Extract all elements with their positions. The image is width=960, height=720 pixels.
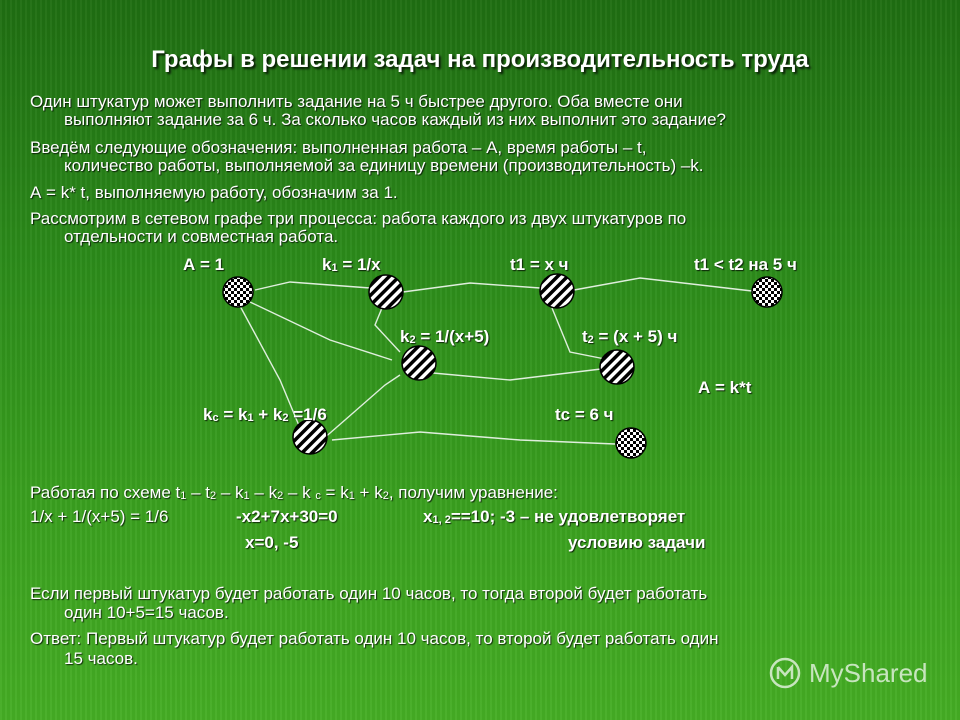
- answer-line-1: Ответ: Первый штукатур будет работать один 10 часов, то второй будет работать один: [30, 629, 719, 648]
- edge-a-k1: [255, 282, 370, 290]
- edge-kc-tc: [332, 432, 615, 444]
- edge-k2-t2: [422, 369, 601, 380]
- label-t2: $t_2 = (х + 5)$ ч: [582, 327, 678, 346]
- intro-line-2: выполняют задание за 6 ч. За сколько часов каждый из них выполнит это задание?: [64, 110, 726, 129]
- node-kc: [293, 420, 327, 454]
- label-t1-t2: t1 < t2 на 5 ч: [694, 255, 797, 274]
- myshared-logo: [767, 655, 928, 691]
- label-k1: $k_1 = 1/х$: [322, 255, 381, 274]
- solution-equation: 1/х + 1/(х+5) = 1/6: [30, 507, 169, 526]
- intro-line-7: отдельности и совместная работа.: [64, 227, 339, 246]
- edge-t1-end: [574, 278, 752, 291]
- intro-line-3: Введём следующие обозначения: выполненная работа – А, время работы – t,: [30, 138, 647, 157]
- myshared-logo-icon: [767, 655, 803, 691]
- label-kc: $k_c = k_1 + k_2 =1/6$: [203, 405, 327, 424]
- conclusion-line-2: один 10+5=15 часов.: [64, 603, 229, 622]
- label-tc: tc = 6 ч: [555, 405, 614, 424]
- edge-a-k2: [250, 302, 392, 360]
- node-t1: [540, 274, 574, 308]
- solution-roots-alt: х=0, -5: [245, 533, 299, 552]
- node-a: [223, 277, 253, 307]
- graph-nodes: [223, 274, 782, 458]
- intro-line-5: А = k* t, выполняемую работу, обозначим за 1.: [30, 183, 398, 202]
- myshared-logo-text: MyShared: [809, 657, 928, 688]
- label-t1: t1 = х ч: [510, 255, 569, 274]
- solution-quadratic: -х2+7х+30=0: [236, 507, 338, 526]
- node-tc: [616, 428, 646, 458]
- node-k1: [369, 275, 403, 309]
- answer-line-2: 15 часов.: [64, 649, 138, 668]
- edge-k2-kc: [322, 375, 400, 440]
- edge-k1-t1: [403, 283, 540, 292]
- node-k2: [402, 346, 436, 380]
- page-title: Графы в решении задач на производительность труда: [151, 46, 809, 73]
- intro-line-4: количество работы, выполняемой за единицу времени (производительность) –k.: [64, 156, 704, 175]
- conclusion-line-1: Если первый штукатур будет работать один 10 часов, то тогда второй будет работать: [30, 584, 708, 603]
- node-t2: [600, 350, 634, 384]
- intro-line-1: Один штукатур может выполнить задание на 5 ч быстрее другого. Оба вместе они: [30, 92, 683, 111]
- label-k2: $k_2 = 1/(х+5)$: [400, 327, 490, 346]
- solution-line-1: Работая по схеме $t_1 - t_2 - k_1 - k_2$ – k $_c = k_1 + k_2$, получим уравнение:: [30, 483, 558, 502]
- intro-line-6: Рассмотрим в сетевом графе три процесса: работа каждого из двух штукатуров по: [30, 209, 687, 228]
- label-a1: А = 1: [183, 255, 225, 274]
- edge-k1-k2: [375, 308, 400, 352]
- node-end: [752, 277, 782, 307]
- solution-roots: $х_{1, 2}==10$; -3 – не удовлетворяет: [423, 507, 686, 526]
- solution-condition: условию задачи: [568, 533, 706, 552]
- label-a-kt: А = k*t: [698, 378, 752, 397]
